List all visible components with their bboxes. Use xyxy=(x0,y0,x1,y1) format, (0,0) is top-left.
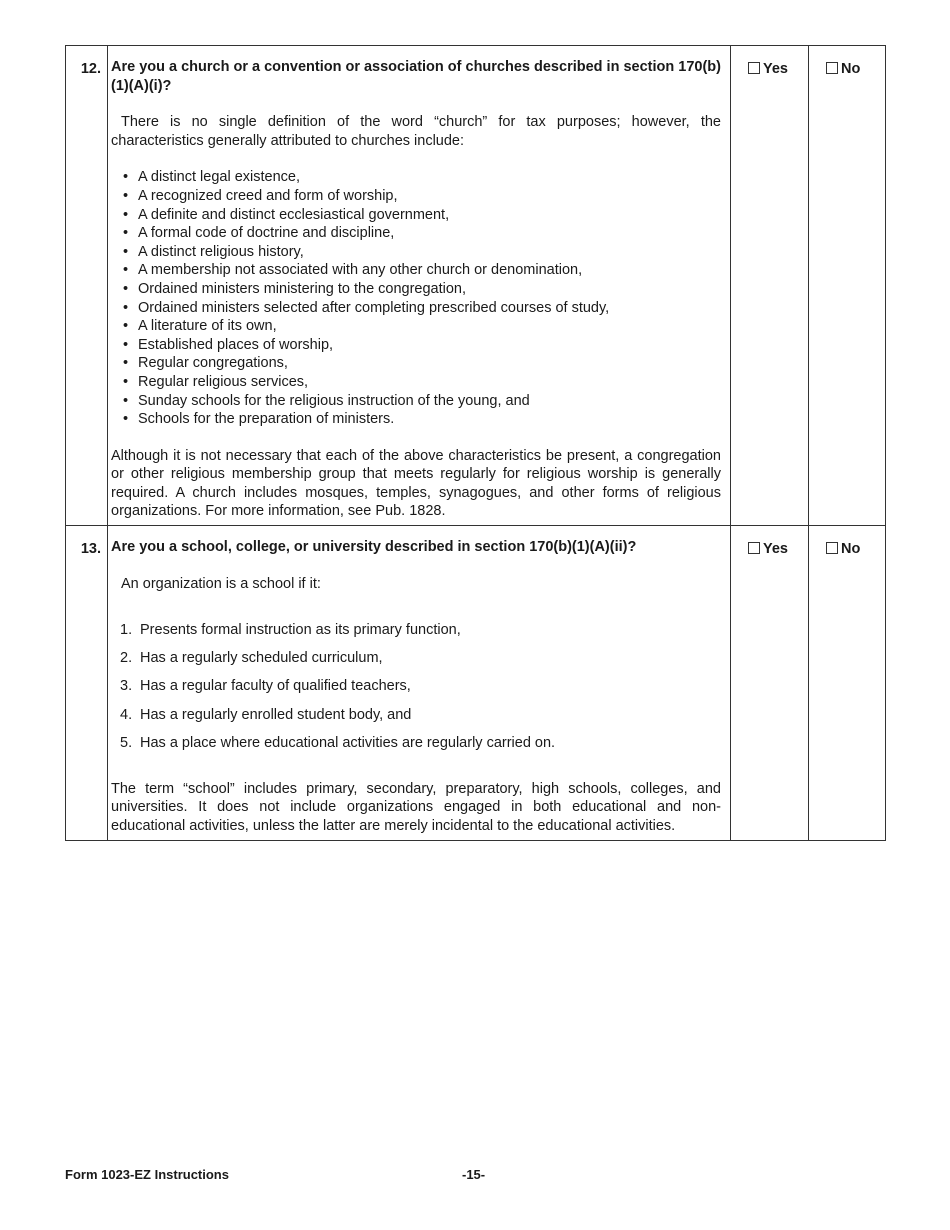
intro-paragraph: There is no single definition of the word “church” for tax purposes; however, the characteristics generally attributed to churches include: xyxy=(111,114,721,149)
list-item: • Ordained ministers ministering to the congregation, xyxy=(123,280,467,297)
checkbox-icon[interactable] xyxy=(826,62,838,74)
no-label: No xyxy=(841,541,861,558)
bullet-icon: • xyxy=(123,169,129,186)
question-number: 13. xyxy=(66,526,108,840)
bullet-icon: • xyxy=(123,373,129,390)
list-item: • Schools for the preparation of ministers. xyxy=(123,411,395,428)
list-item: • A literature of its own, xyxy=(123,318,277,335)
list-item: • A definite and distinct ecclesiastical government, xyxy=(123,206,450,223)
closing-paragraph: The term “school” includes primary, secondary, preparatory, high schools, colleges, and universities. It does not include organizations engaged in both educational and non-educational activities, unless the latter are merely incidental to the educational activities. xyxy=(111,780,721,834)
list-item: • A recognized creed and form of worship, xyxy=(123,187,398,204)
no-option[interactable] xyxy=(809,526,886,840)
questions-table xyxy=(65,45,886,841)
list-item: • Ordained ministers selected after completing prescribed courses of study, xyxy=(123,299,610,316)
bullet-icon: • xyxy=(123,243,129,260)
question-number: 12. xyxy=(66,46,108,526)
list-item: 1. Presents formal instruction as its primary function, xyxy=(120,622,461,639)
list-item: • Sunday schools for the religious instruction of the young, and xyxy=(123,392,530,409)
no-label: No xyxy=(841,61,861,77)
yes-label: Yes xyxy=(763,61,788,77)
bullet-icon: • xyxy=(123,262,129,279)
list-item: • Regular religious services, xyxy=(123,373,309,390)
question-body xyxy=(108,526,731,840)
list-item: • A membership not associated with any other church or denomination, xyxy=(123,262,583,279)
bullet-icon: • xyxy=(123,411,129,428)
list-item: • Regular congregations, xyxy=(123,355,288,372)
list-item: 3. Has a regular faculty of qualified teachers, xyxy=(120,678,411,695)
checkbox-icon[interactable] xyxy=(826,542,838,554)
question-text: Are you a school, college, or university described in section 170(b)(1)(A)(ii)? xyxy=(111,539,637,556)
footer-page-number: -15- xyxy=(462,1167,486,1182)
footer-form-name: Form 1023-EZ Instructions xyxy=(65,1167,229,1182)
bullet-icon: • xyxy=(123,336,129,353)
question-text: Are you a church or a convention or association of churches described in section 170(b)(1)(A)(i)? xyxy=(111,59,721,94)
bullet-icon: • xyxy=(123,318,129,335)
bullet-icon: • xyxy=(123,225,129,242)
no-option[interactable] xyxy=(809,46,886,526)
bullet-icon: • xyxy=(123,206,129,223)
question-row-12 xyxy=(66,46,886,526)
list-item: • A formal code of doctrine and discipline, xyxy=(123,225,395,242)
bullet-icon: • xyxy=(123,280,129,297)
yes-option[interactable] xyxy=(731,46,809,526)
bullet-icon: • xyxy=(123,299,129,316)
question-row-13 xyxy=(66,526,886,840)
list-item: • Established places of worship, xyxy=(123,336,334,353)
list-item: 2. Has a regularly scheduled curriculum, xyxy=(120,650,383,667)
list-item: 5. Has a place where educational activities are regularly carried on. xyxy=(120,734,556,751)
yes-label: Yes xyxy=(763,541,788,558)
closing-paragraph: Although it is not necessary that each of the above characteristics be present, a congregation or other religious membership group that meets regularly for religious worship is generally required. A church includes mosques, temples, synagogues, and other forms of religious organizations. For more information, see Pub. 1828. xyxy=(111,447,721,520)
school-criteria-list xyxy=(111,621,721,752)
list-item: • A distinct religious history, xyxy=(123,243,304,260)
checkbox-icon[interactable] xyxy=(748,62,760,74)
bullet-icon: • xyxy=(123,187,129,204)
checkbox-icon[interactable] xyxy=(748,542,760,554)
bullet-icon: • xyxy=(123,392,129,409)
question-body xyxy=(108,46,731,526)
list-item: • A distinct legal existence, xyxy=(123,169,301,186)
bullet-icon: • xyxy=(123,355,129,372)
list-item: 4. Has a regularly enrolled student body, and xyxy=(120,706,412,723)
intro-paragraph: An organization is a school if it: xyxy=(121,575,321,592)
church-characteristics-list xyxy=(111,168,721,428)
yes-option[interactable] xyxy=(731,526,809,840)
